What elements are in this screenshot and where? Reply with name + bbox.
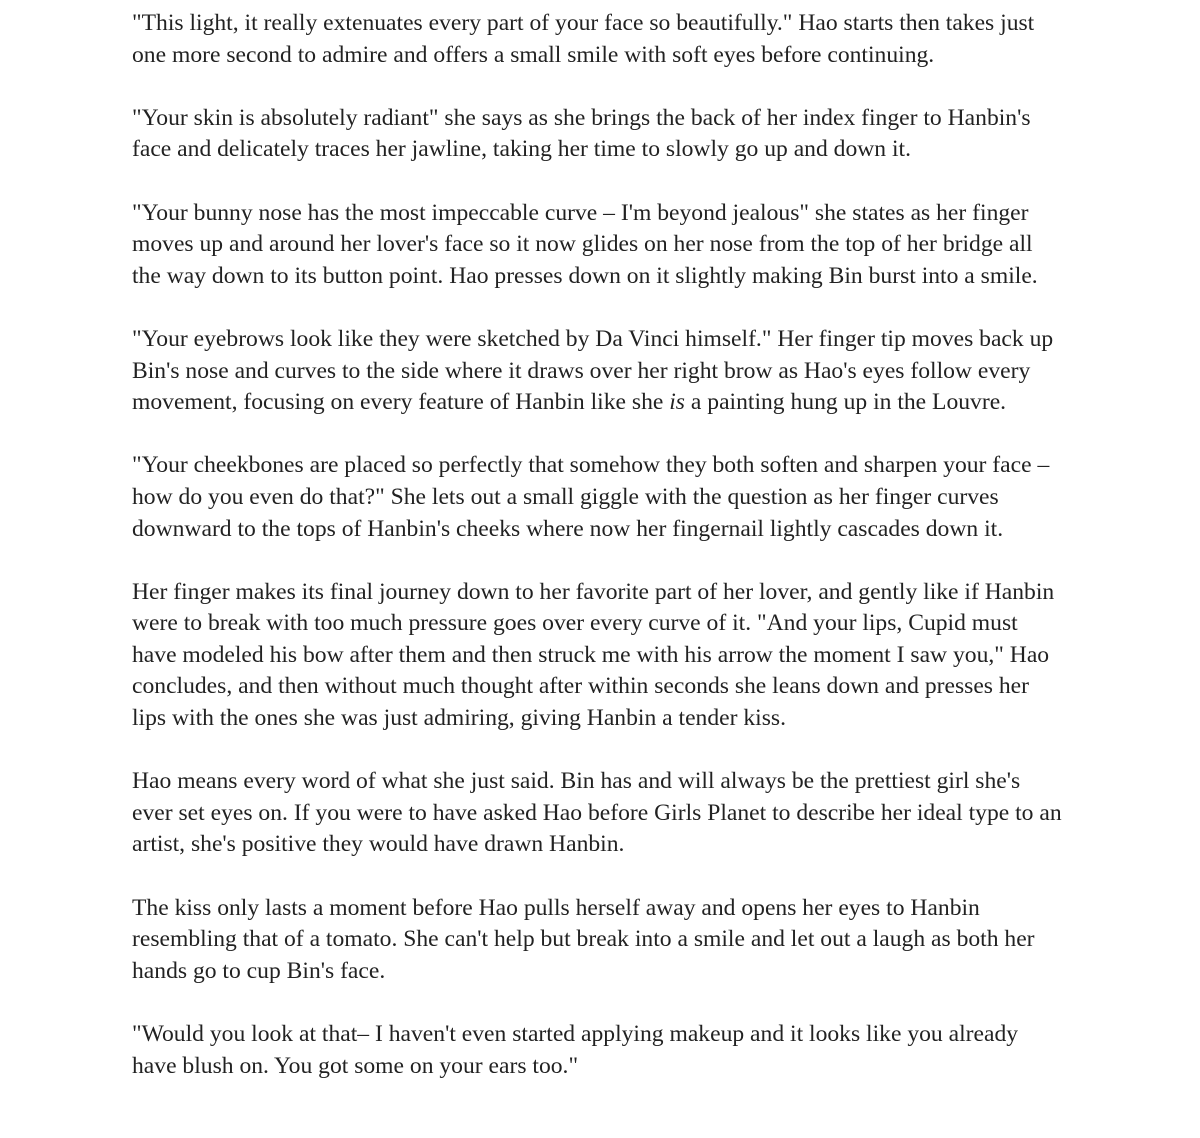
paragraph-eyebrows-start: "Your eyebrows look like they were sketched by Da Vinci himself." Her finger tip moves back up Bin's nose and curves to the side where it draws over her right brow as Hao's eyes follow every movement, focusing on every feature of Hanbin like she (132, 325, 1054, 416)
emphasis-is: is (669, 389, 685, 416)
paragraph-every-word: Hao means every word of what she just said. Bin has and will always be the prettiest girl she's ever set eyes on. If you were to have asked Hao before Girls Planet to describe her ideal type to an artist, she's positive they would have drawn Hanbin. (132, 768, 1062, 858)
story-text (132, 8, 1062, 1082)
paragraph-eyebrows (132, 324, 1062, 419)
paragraph-lips: Her finger makes its final journey down to her favorite part of her lover, and gently like if Hanbin were to break with too much pressure goes over every curve of it. "And your lips, Cupid must have modeled his bow after them and then struck me with his arrow the moment I saw you," Hao concludes, and then without much thought after within seconds she leans down and presses her lips with the ones she was just admiring, giving Hanbin a tender kiss. (132, 578, 1055, 732)
paragraph-blush: "Would you look at that– I haven't even started applying makeup and it looks like you already have blush on. You got some on your ears too." (132, 1021, 1019, 1079)
paragraph-nose: "Your bunny nose has the most impeccable curve – I'm beyond jealous" she states as her finger moves up and around her lover's face so it now glides on her nose from the top of her bridge all the way down to its button point. Hao presses down on it slightly making Bin burst into a smile. (132, 199, 1038, 289)
paragraph-cheekbones: "Your cheekbones are placed so perfectly that somehow they both soften and sharpen your face – how do you even do that?" She lets out a small giggle with the question as her finger curves downward to the tops of Hanbin's cheeks where now her fingernail lightly cascades down it. (132, 452, 1050, 542)
paragraph-light: "This light, it really extenuates every part of your face so beautifully." Hao starts then takes just one more second to admire and offers a small smile with soft eyes before continuing. (132, 10, 1035, 68)
paragraph-skin: "Your skin is absolutely radiant" she says as she brings the back of her index finger to Hanbin's face and delicately traces her jawline, taking her time to slowly go up and down it. (132, 104, 1031, 163)
paragraph-kiss: The kiss only lasts a moment before Hao pulls herself away and opens her eyes to Hanbin resembling that of a tomato. She can't help but break into a smile and let out a laugh as both her hands go to cup Bin's face. (132, 894, 1035, 984)
paragraph-eyebrows-end: a painting hung up in the Louvre. (685, 389, 1007, 416)
